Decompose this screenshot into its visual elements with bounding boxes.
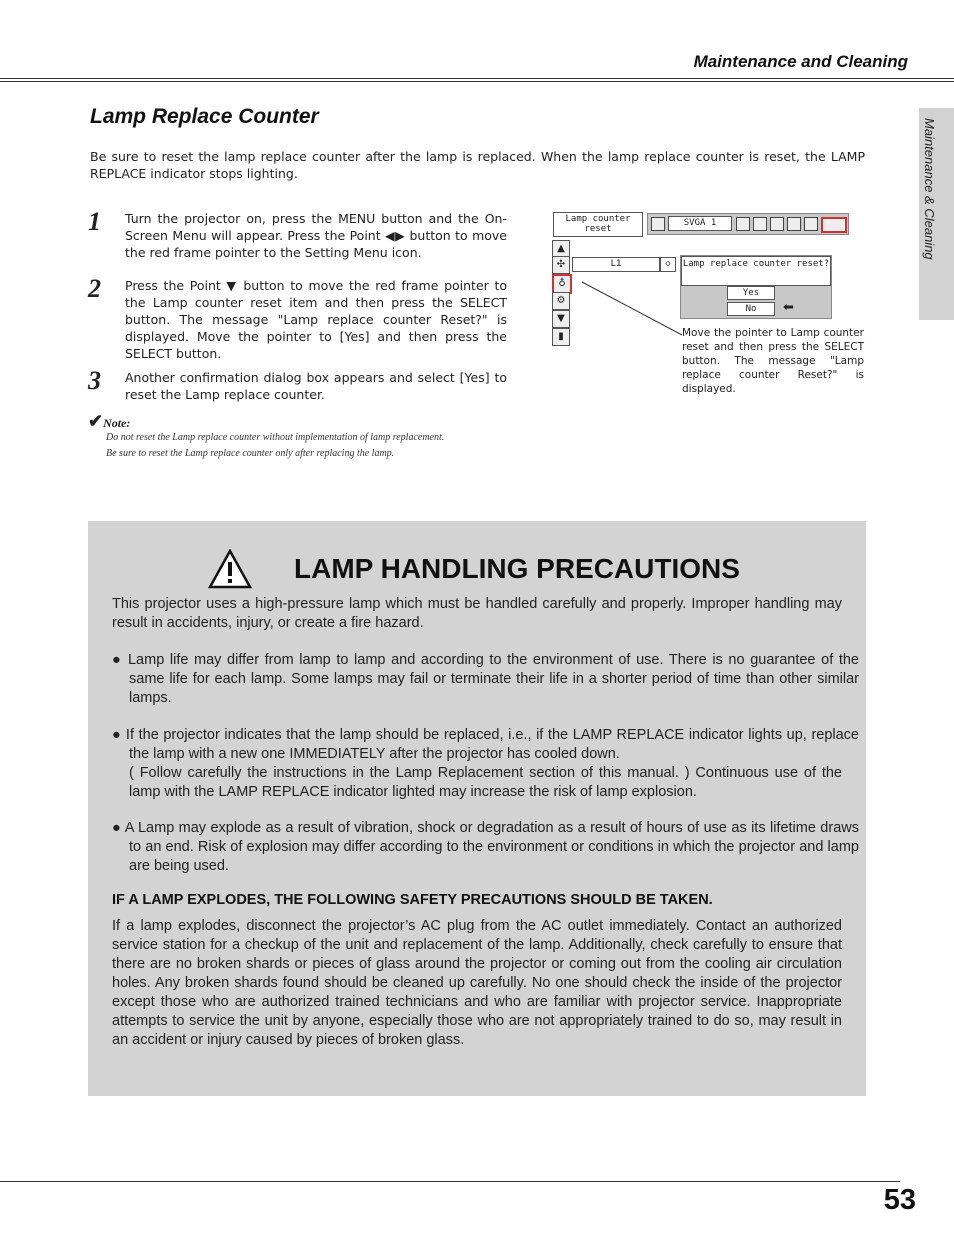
header-rule	[0, 78, 954, 79]
osd-menu-label: Lamp counter reset	[553, 212, 643, 237]
step-1-text: Turn the projector on, press the MENU button and the On-Screen Menu will appear. Press the Point ◀▶ button to move the red frame pointer to the Setting Menu icon.	[125, 211, 507, 260]
osd-adjust-icon: ◇	[660, 257, 676, 272]
side-tab-label: Maintenance & Cleaning	[922, 118, 937, 260]
step-2-text: Press the Point ▼ button to move the red frame pointer to the Lamp counter reset item and then press the SELECT button. The message "Lamp replace counter Reset?" is displayed. Move the pointer to [Yes] and then press the SELECT button.	[125, 278, 507, 361]
osd-icon-c	[770, 217, 784, 231]
warning-icon	[208, 549, 252, 589]
section-intro: Be sure to reset the lamp replace counter after the lamp is replaced. When the lamp replace counter is reset, the LAMP REPLACE indicator stops lighting.	[90, 149, 865, 181]
osd-sound-icon	[804, 217, 818, 231]
step-1-number: 1	[88, 207, 101, 236]
osd-icon-b	[753, 217, 767, 231]
note-text	[106, 430, 516, 462]
up-arrow-icon: ▲	[552, 240, 570, 258]
osd-yes-option: Yes	[727, 286, 775, 300]
checkmark-icon: ✔	[88, 411, 104, 431]
down-arrow-icon: ▼	[552, 310, 570, 328]
note-line: Do not reset the Lamp replace counter without implementation of lamp replacement.	[106, 432, 445, 443]
side-tab	[919, 108, 954, 320]
osd-caption: Move the pointer to Lamp counter reset and then press the SELECT button. The message "Lamp replace counter Reset?" is displayed.	[682, 327, 864, 395]
exit-icon: ▮	[552, 328, 570, 346]
osd-icon-a	[736, 217, 750, 231]
osd-input-icon	[651, 217, 665, 231]
precaution-bullet: ● A Lamp may explode as a result of vibration, shock or degradation as a result of hours of use as its lifetime draws to an end. Risk of explosion may differ according to the environment or conditions in which the projector and lamp are being used.	[112, 820, 859, 874]
explosion-subheading: IF A LAMP EXPLODES, THE FOLLOWING SAFETY PRECAUTIONS SHOULD BE TAKEN.	[112, 892, 713, 908]
step-2-number: 2	[88, 274, 101, 303]
step-3-number: 3	[88, 366, 101, 395]
osd-no-option: No	[727, 302, 775, 316]
precaution-bullet: ● If the projector indicates that the lamp should be replaced, i.e., if the LAMP REPLACE indicator lights up, replace the lamp with a new one IMMEDIATELY after the projector has cooled down.	[112, 727, 859, 762]
precautions-title: LAMP HANDLING PRECAUTIONS	[294, 553, 740, 584]
settings-icon: ⚙	[552, 292, 570, 310]
header-rule-secondary	[0, 81, 954, 82]
explosion-text: If a lamp explodes, disconnect the projector’s AC plug from the AC outlet immediately. Contact an authorized service station for a checkup of the unit and replacement of the lamp. Additionally, check carefully to ensure that there are no broken shards or pieces of glass around the projector or coming out from the cooling air circulation holes. Any broken shards found should be cleaned up carefully. No one should check the inside of the projector except those who are authorized trained technicians and who are familiar with projector service. Inappropriate attempts to service the unit by anyone, especially those who are not appropriately trained to do so, may result in an accident or injury caused by pieces of broken glass.	[112, 918, 842, 1048]
section-title: Lamp Replace Counter	[90, 105, 319, 128]
step-3-text: Another confirmation dialog box appears and select [Yes] to reset the Lamp replace counter.	[125, 370, 507, 402]
precaution-bullet: ● Lamp life may differ from lamp to lamp and according to the environment of use. There is no guarantee of the same life for each lamp. Some lamps may fail or terminate their life in a shorter period of time than other similar lamps.	[112, 652, 859, 706]
lamp-icon: ♁	[552, 274, 572, 294]
osd-icon-d	[787, 217, 801, 231]
header-title: Maintenance and Cleaning	[693, 52, 908, 71]
note-line: Be sure to reset the Lamp replace counter only after replacing the lamp.	[106, 448, 395, 459]
note-label: Note:	[103, 416, 131, 430]
page-number: 53	[883, 1184, 916, 1216]
osd-dialog-text: Lamp replace counter reset?	[681, 256, 831, 286]
osd-dialog	[680, 255, 832, 319]
osd-setting-icon	[821, 217, 847, 233]
osd-item-value: L1	[572, 257, 660, 272]
fan-icon: ✣	[552, 256, 570, 274]
precautions-intro: This projector uses a high-pressure lamp which must be handled carefully and properly. Improper handling may result in accidents, injury, or create a fire hazard.	[112, 596, 842, 631]
footer-rule	[0, 1181, 900, 1182]
osd-pointer-arrow-icon: ⬅	[783, 300, 794, 315]
precautions-box	[88, 521, 866, 1096]
osd-toolbar	[647, 213, 849, 235]
precaution-bullet-continued: ( Follow carefully the instructions in the Lamp Replacement section of this manual. ) Continuous use of the lamp with the LAMP REPLACE indicator lighted may increase the risk of lamp explosion.	[129, 765, 842, 800]
osd-mode-label: SVGA 1	[668, 216, 732, 231]
note-heading	[88, 411, 130, 432]
